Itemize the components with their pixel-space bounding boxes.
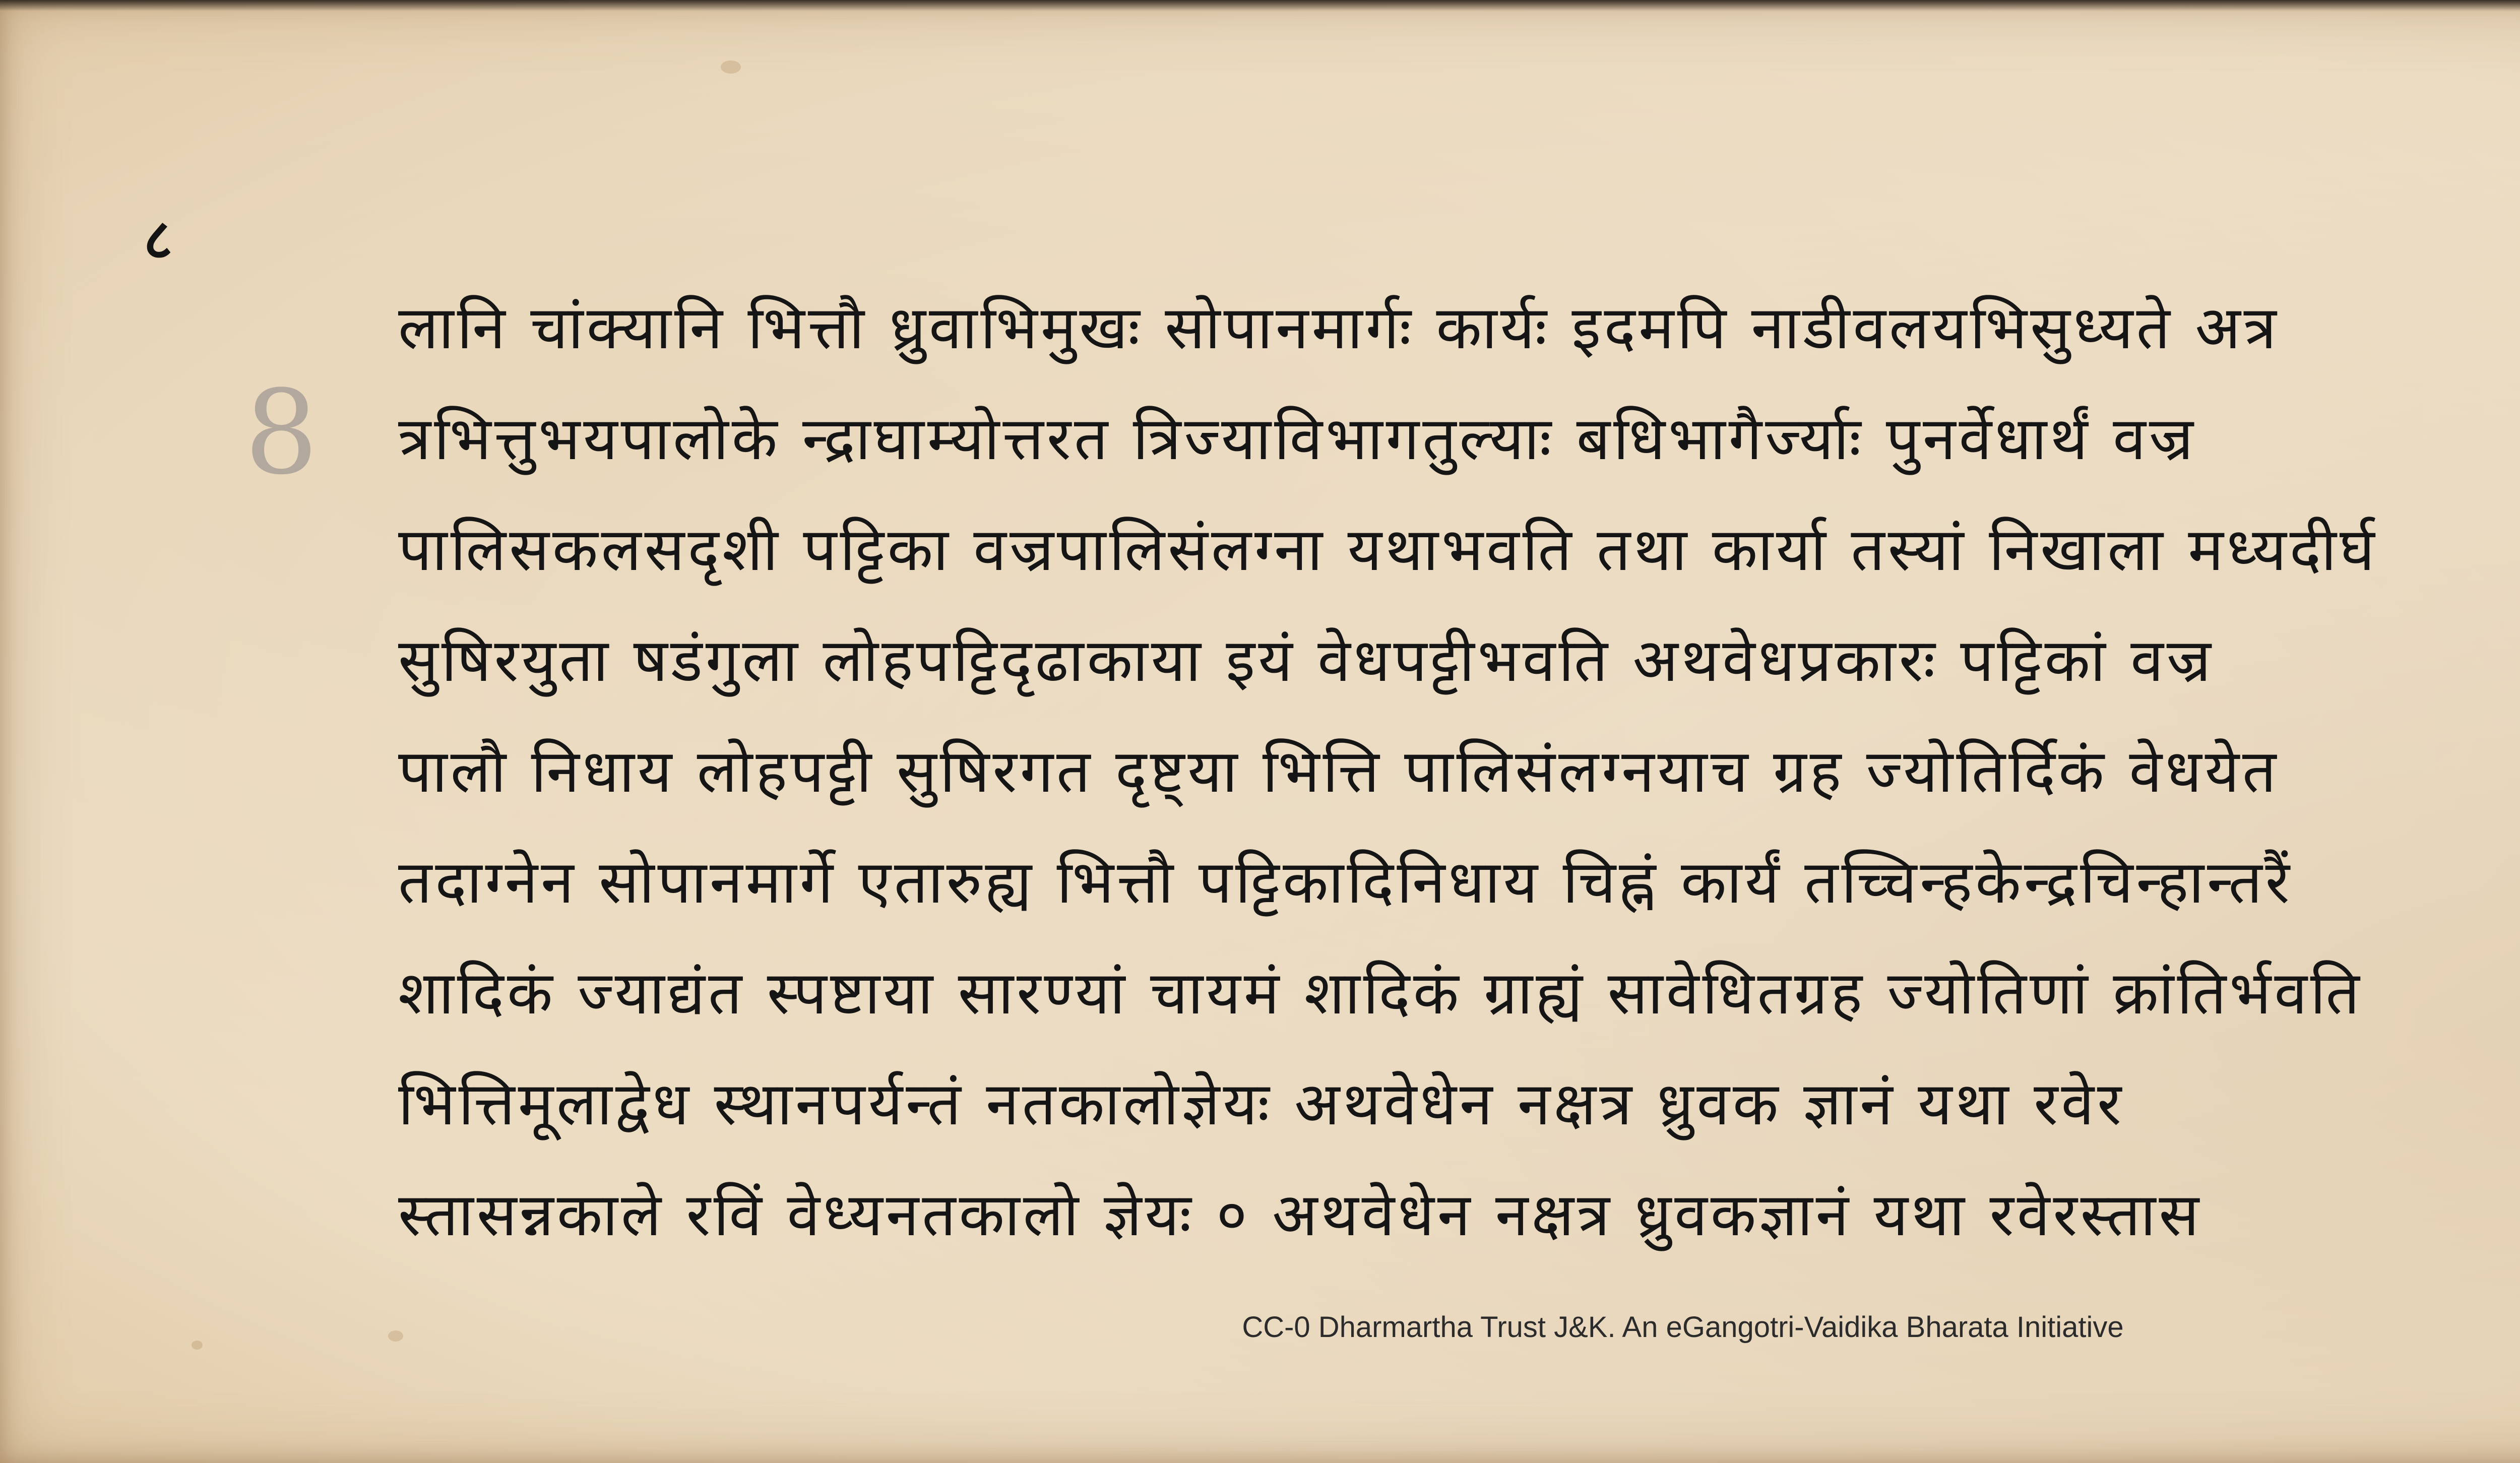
text-line-6: तदाग्नेन सोपानमार्गे एतारुह्य भित्तौ पट्टिकादिनिधाय चिह्नं कार्यं तच्चिन्हकेन्द्रचिन्हान्तरैं <box>398 847 2293 917</box>
text-line-3: पालिसकलसदृशी पट्टिका वज्रपालिसंलग्ना यथाभवति तथा कार्या तस्यां निखाला मध्यदीर्घ <box>398 515 2378 584</box>
paper-stain <box>721 60 741 74</box>
text-line-1: लानि चांक्यानि भित्तौ ध्रुवाभिमुखः सोपानमार्गः कार्यः इदमपि नाडीवलयभिसुध्यते अत्र <box>398 293 2280 362</box>
text-line-2: त्रभित्तुभयपालोके न्द्राघाम्योत्तरत त्रिज्याविभागतुल्याः बधिभागैर्ज्याः पुनर्वेधार्थं वज्र <box>398 404 2196 473</box>
text-line-4: सुषिरयुता षडंगुला लोहपट्टिदृढाकाया इयं वेधपट्टीभवति अथवेधप्रकारः पट्टिकां वज्र <box>398 625 2214 695</box>
pencil-folio-number: 8 <box>244 366 319 500</box>
folio-top-edge <box>0 0 2520 11</box>
manuscript-text-block <box>398 272 2520 1270</box>
text-line-5: पालौ निधाय लोहपट्टी सुषिरगत दृष्ट्या भित्ति पालिसंलग्नयाच ग्रह ज्योतिर्दिकं वेधयेत <box>398 736 2280 806</box>
text-line-8: भित्तिमूलाद्वेध स्थानपर्यन्तं नतकालोज्ञेयः अथवेधेन नक्षत्र ध्रुवक ज्ञानं यथा रवेर <box>398 1069 2125 1138</box>
archive-watermark: CC-0 Dharmartha Trust J&K. An eGangotri-Vaidika Bharata Initiative <box>1242 1311 2124 1344</box>
text-line-7: शादिकं ज्याद्यंत स्पष्टाया सारण्यां चायमं शादिकं ग्राह्यं सावेधितग्रह ज्योतिणां क्रांतिर्भवति <box>398 958 2363 1028</box>
text-line-9: स्तासन्नकाले रविं वेध्यनतकालो ज्ञेयः ० अथवेधेन नक्षत्र ध्रुवकज्ञानं यथा रवेरस्तास <box>398 1180 2202 1249</box>
page-number-top-left: ८ <box>144 207 173 272</box>
